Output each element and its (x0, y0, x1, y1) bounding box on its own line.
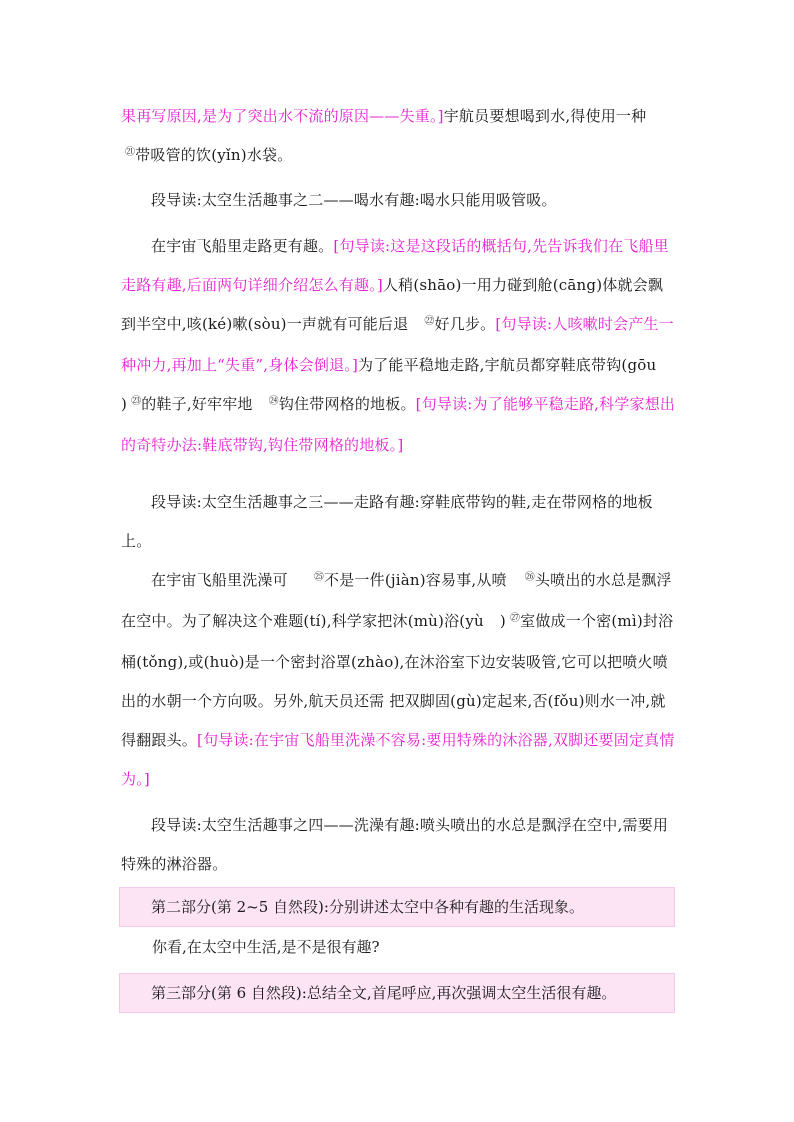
footnote-marker: ㉑ (125, 147, 136, 158)
body-text: 头喷出的水总是飘浮在空中。为了解决这个难题(tí),科学家把沐(mù)浴(yù (121, 571, 672, 630)
closing-question-text: 你看,在太空中生活,是不是很有趣? (152, 938, 380, 956)
paragraph-walking: 在宇宙飞船里走路更有趣。[句导读:这是这段话的概括句,先告诉我们在飞船里走路有趣,后面两句详细介绍怎么有趣。]人稍(shāo)一用力碰到舱(cāng)体就会飘到半空中,咳(ké)嗽(sòu)一声就有可能后退 $^㉒$好几步。[句导读:人咳嗽时会产生一种冲力,再加上“失重”,身体会倒退。]为了能平稳地走路,宇航员都穿鞋底带钩(gōu) $^㉓$的鞋子,好牢牢地 $^㉔$钩住带网格的地板。[句导读:为了能够平稳走路,科学家想出的奇特办法:鞋底带钩,钩住带网格的地板。] (121, 237, 676, 454)
annotation-text: [句导读:在宇宙飞船里洗澡不容易:要用特殊的沐浴器,双脚还要固定真情为。] (121, 731, 675, 788)
body-text: 在宇宙飞船里洗澡可 (151, 571, 288, 589)
body-text: 好几步。 (434, 315, 496, 333)
body-text: 室做成一个密(mì)封浴桶(tǒng),或(huò)是一个密封浴罩(zhào),在沐浴室下边安装吸管,它可以把喷火喷出的水朝一个方向吸。另外,航天员还需 把双脚固(gù)定起来,否(fǒu)则水一冲,就得翻跟头。 (121, 612, 674, 749)
section-guide-4 (121, 806, 677, 884)
body-text: 人稍(shāo)一用力碰到舱(cāng)体就会飘到半空中,咳(ké)嗽(sòu)一声就有可能后退 (121, 276, 664, 333)
part-two-summary: 第二部分(第 2~5 自然段):分别讲述太空中各种有趣的生活现象。 (151, 898, 584, 916)
body-text: 带吸管的饮(yǐn)水袋。 (135, 146, 293, 164)
footnote-marker: ㉒ (424, 316, 435, 327)
guide-text: 段导读:太空生活趣事之四——洗澡有趣:喷头喷出的水总是飘浮在空中,需要用特殊的淋浴器。 (121, 816, 669, 873)
part-three-summary-box (119, 973, 675, 1013)
footnote-marker: ㉕ (313, 572, 325, 583)
footnote-marker: ㉓ (131, 396, 142, 407)
annotation-text: [句导读:这是这段话的概括句,先告诉我们在飞船里走路有趣,后面两句详细介绍怎么有趣。] (121, 237, 669, 294)
body-text: 钩住带网格的地板。 (278, 395, 416, 413)
closing-question (152, 929, 380, 965)
annotation-text: 果再写原因,是为了突出水不流的原因——失重。] (121, 107, 444, 125)
annotation-text: [句导读:人咳嗽时会产生一种冲力,再加上“失重”,身体会倒退。] (121, 315, 674, 374)
annotation-text: [句导读:为了能够平稳走路,科学家想出的奇特办法:鞋底带钩,钩住带网格的地板。] (121, 395, 676, 454)
guide-text: 段导读:太空生活趣事之三——走路有趣:穿鞋底带钩的鞋,走在带网格的地板上。 (121, 493, 653, 550)
footnote-marker: ㉗ (509, 613, 521, 624)
body-text: 宇航员要想喝到水,得使用一种 (443, 107, 647, 125)
part-two-summary-box (119, 887, 675, 927)
section-guide-3 (121, 483, 677, 561)
body-text: 的鞋子,好牢牢地 (141, 395, 253, 413)
footnote-marker: ㉔ (268, 396, 279, 407)
body-text: 在宇宙飞船里走路更有趣。 (151, 237, 334, 255)
paragraph-water-end (121, 97, 677, 177)
body-text: 不是一件(jiàn)容易事,从喷 (324, 571, 507, 589)
part-three-summary: 第三部分(第 6 自然段):总结全文,首尾呼应,再次强调太空生活很有趣。 (151, 984, 617, 1002)
paragraph-bathing: 在宇宙飞船里洗澡可 $^㉕$不是一件(jiàn)容易事,从喷 $^㉖$头喷出的水总是飘浮在空中。为了解决这个难题(tí),科学家把沐(mù)浴(yù ) $^㉗$室做成一个密(mì)封浴桶(tǒng),或(huò)是一个密封浴罩(zhào),在沐浴室下边安装吸管,它可以把喷火喷出的水朝一个方向吸。另外,航天员还需 把双脚固(gù)定起来,否(fǒu)则水一冲,就得翻跟头。[句导读:在宇宙飞船里洗澡不容易:要用特殊的沐浴器,双脚还要固定真情为。] (121, 571, 675, 788)
body-text: 为了能平稳地走路,宇航员都穿鞋底带钩(gōu (358, 356, 657, 374)
footnote-marker: ㉖ (524, 572, 535, 583)
section-guide-2 (121, 181, 677, 220)
guide-text: 段导读:太空生活趣事之二——喝水有趣:喝水只能用吸管吸。 (151, 191, 557, 209)
